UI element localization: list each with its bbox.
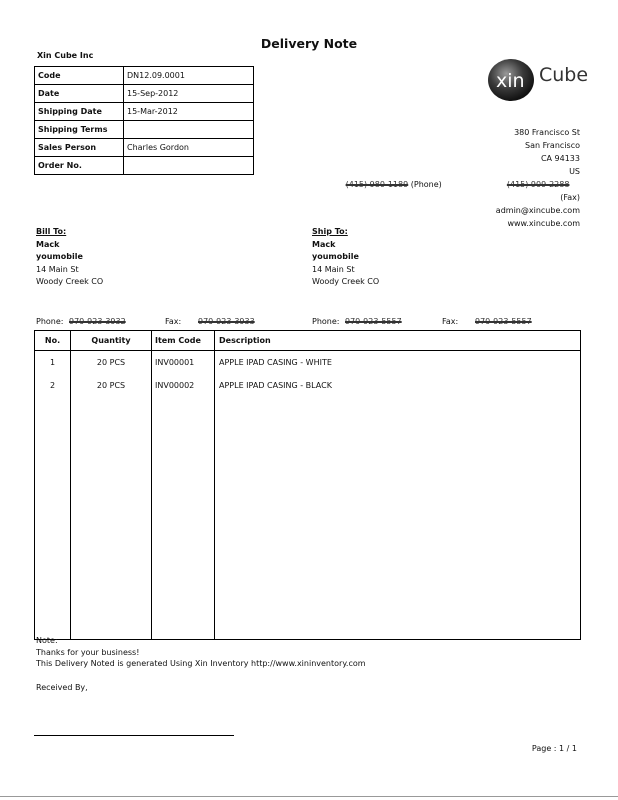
info-label: Order No. — [35, 157, 124, 175]
generated-text: This Delivery Noted is generated Using Xin Inventory http://www.xininventory.com — [36, 659, 366, 668]
row-no: 2 — [35, 374, 71, 397]
address-country: US — [569, 167, 580, 176]
bill-to-phone-label: Phone: — [36, 317, 64, 326]
items-table — [34, 330, 581, 640]
bill-to-fax: 970-923-3933 — [198, 317, 255, 326]
company-name: Xin Cube Inc — [37, 51, 94, 60]
company-website: www.xincube.com — [507, 219, 580, 228]
address-contact — [340, 178, 580, 204]
ship-to-city: Woody Creek CO — [312, 277, 380, 286]
bill-to-company: youmobile — [36, 252, 83, 261]
ship-to-street: 14 Main St — [312, 264, 355, 274]
bill-to-block — [36, 226, 103, 289]
row-quantity: 20 PCS — [71, 351, 152, 375]
info-value: DN12.09.0001 — [124, 67, 254, 85]
fax-label: (Fax) — [560, 193, 580, 202]
info-row-order-no — [35, 157, 254, 175]
ship-to-phone-label: Phone: — [312, 317, 340, 326]
ship-to-fax-label: Fax: — [442, 317, 459, 326]
row-item-code: INV00002 — [152, 374, 215, 397]
page-number: Page : 1 / 1 — [531, 744, 577, 753]
ship-to-phone: 970-923-5557 — [345, 317, 402, 326]
document-info-table — [34, 66, 254, 175]
row-description: APPLE IPAD CASING - BLACK — [215, 374, 581, 397]
ship-to-heading: Ship To: — [312, 227, 348, 236]
info-value: 15-Sep-2012 — [124, 85, 254, 103]
footer-notes — [36, 635, 366, 693]
info-row-code — [35, 67, 254, 85]
info-value — [124, 157, 254, 175]
info-value — [124, 121, 254, 139]
table-filler-row — [35, 397, 581, 640]
info-value: 15-Mar-2012 — [124, 103, 254, 121]
logo-text-xin: xin — [496, 70, 525, 92]
bill-to-city: Woody Creek CO — [36, 277, 104, 286]
signature-line — [34, 735, 234, 736]
row-item-code: INV00001 — [152, 351, 215, 375]
items-header-row — [35, 331, 581, 351]
document-title: Delivery Note — [260, 36, 358, 51]
logo-text-cube: Cube — [539, 64, 589, 86]
thanks-text: Thanks for your business! — [36, 647, 140, 657]
table-row — [35, 351, 581, 375]
row-no: 1 — [35, 351, 71, 375]
note-label: Note: — [36, 636, 58, 645]
ship-to-company: youmobile — [312, 252, 359, 261]
bill-to-phone: 970-923-3932 — [69, 317, 126, 326]
info-label: Date — [35, 85, 124, 103]
table-row — [35, 374, 581, 397]
bill-to-name: Mack — [36, 239, 60, 249]
header-quantity: Quantity — [71, 331, 152, 351]
address-street: 380 Francisco St — [514, 128, 580, 137]
company-fax: (415) 909-2288 — [506, 180, 570, 189]
company-address — [340, 126, 580, 230]
ship-to-block — [312, 226, 379, 289]
bill-to-fax-label: Fax: — [165, 317, 182, 326]
info-row-shipping-date — [35, 103, 254, 121]
row-description: APPLE IPAD CASING - WHITE — [215, 351, 581, 375]
header-description: Description — [215, 331, 581, 351]
company-phone: (415) 980-1189 — [345, 180, 409, 189]
ship-to-name: Mack — [312, 239, 336, 249]
address-state-zip: CA 94133 — [540, 154, 580, 163]
info-row-sales-person — [35, 139, 254, 157]
info-row-shipping-terms — [35, 121, 254, 139]
ship-to-fax: 970-923-5557 — [475, 317, 532, 326]
info-value: Charles Gordon — [124, 139, 254, 157]
bill-to-heading: Bill To: — [36, 227, 67, 236]
info-label: Code — [35, 67, 124, 85]
info-row-date — [35, 85, 254, 103]
company-email: admin@xincube.com — [495, 206, 580, 215]
info-label: Shipping Date — [35, 103, 124, 121]
received-by-label: Received By, — [36, 682, 88, 692]
header-item-code: Item Code — [152, 331, 215, 351]
row-quantity: 20 PCS — [71, 374, 152, 397]
page-bottom-divider — [0, 796, 618, 797]
info-label: Sales Person — [35, 139, 124, 157]
phone-label: (Phone) — [410, 180, 442, 189]
bill-to-street: 14 Main St — [36, 264, 79, 274]
company-logo — [487, 55, 589, 103]
address-city: San Francisco — [525, 141, 580, 150]
info-label: Shipping Terms — [35, 121, 124, 139]
header-no: No. — [35, 331, 71, 351]
